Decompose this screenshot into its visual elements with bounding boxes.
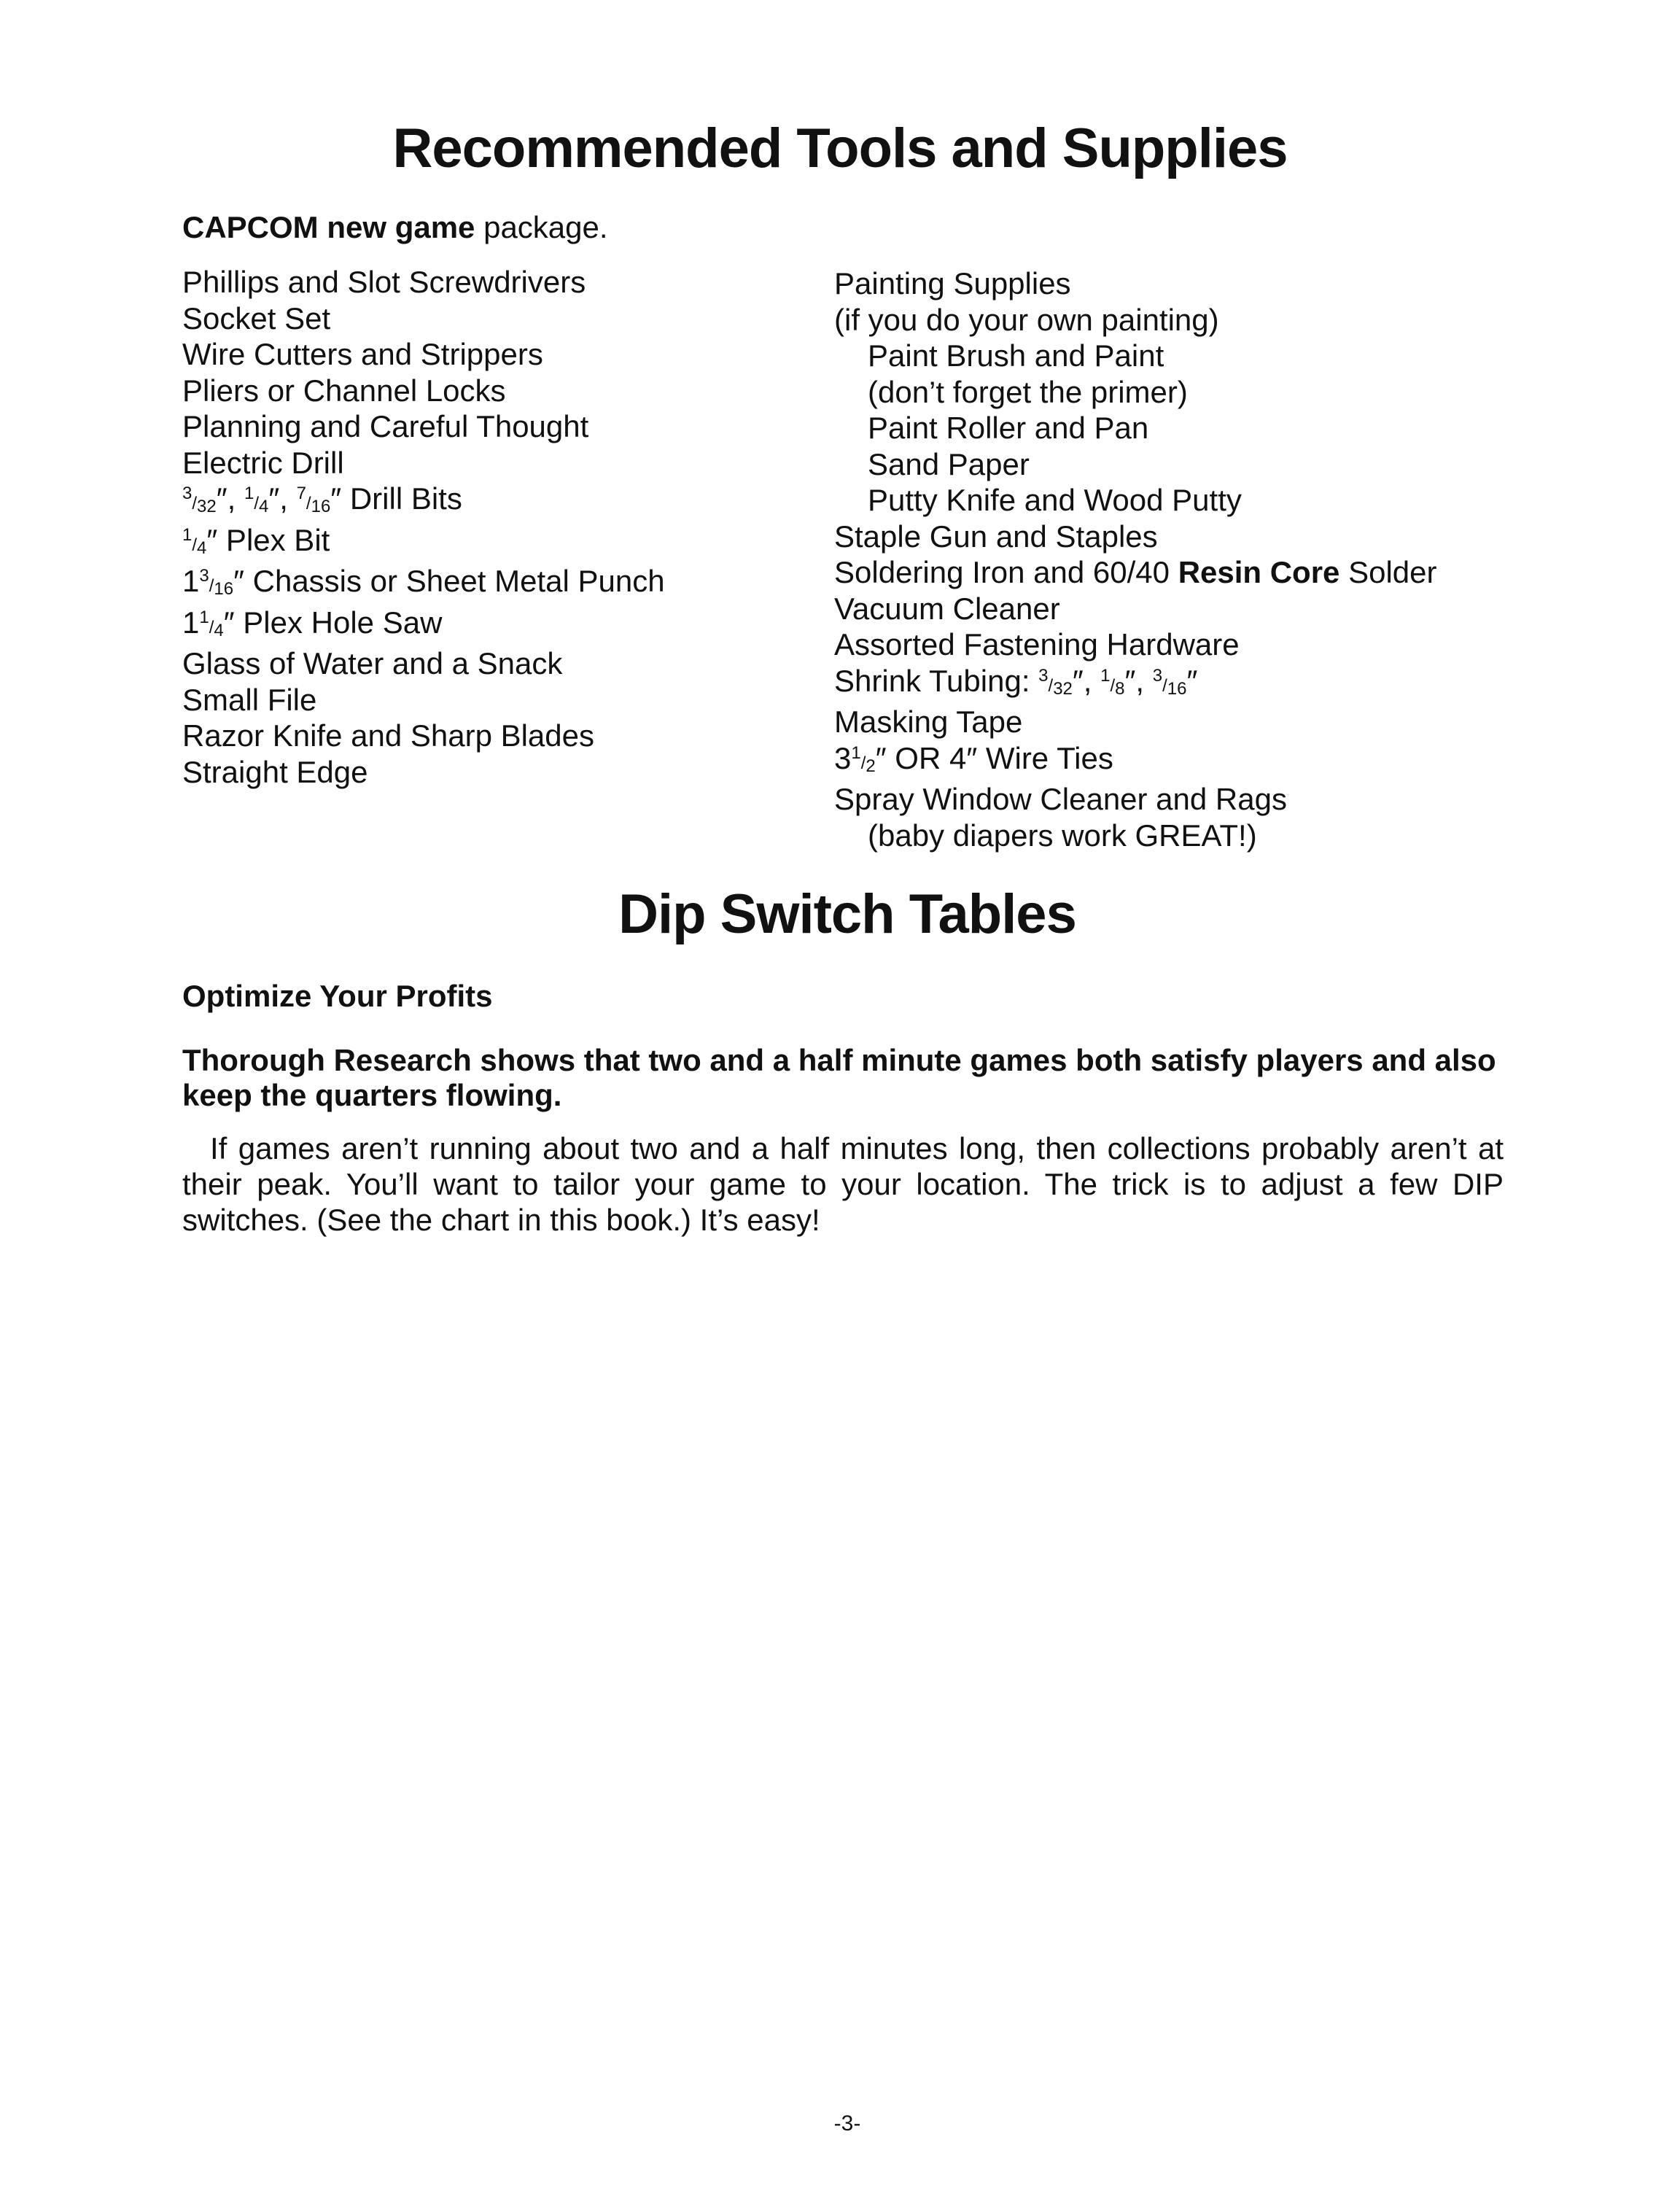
list-item: (if you do your own painting) xyxy=(834,302,1219,337)
package-line xyxy=(182,210,608,245)
list-item: Razor Knife and Sharp Blades xyxy=(182,718,595,753)
whole-number: 1 xyxy=(182,605,200,640)
list-item: Paint Brush and Paint xyxy=(868,338,1164,373)
fraction-numerator: 3 xyxy=(1038,665,1049,686)
list-item-text: Solder xyxy=(1339,555,1437,589)
package-brand: CAPCOM xyxy=(182,210,319,244)
list-item: Shrink Tubing: 3/32″, 1/8″, 3/16″ xyxy=(834,663,1198,699)
section-title: Dip Switch Tables xyxy=(618,883,1076,945)
list-item xyxy=(834,554,1437,591)
fraction-numerator: 7 xyxy=(296,484,306,503)
fraction: 1/2 xyxy=(851,742,876,776)
fraction-denominator: 32 xyxy=(197,497,217,516)
list-item-text: ″ xyxy=(1186,663,1198,698)
list-item: Pliers or Channel Locks xyxy=(182,373,506,408)
fraction-denominator: 4 xyxy=(258,497,269,516)
whole-number: 1 xyxy=(182,564,200,598)
list-item-text: ″ Plex Hole Saw xyxy=(223,605,443,640)
body-paragraph: If games aren’t running about two and a half minutes long, then collections probably aren’t at their peak. You’ll want to tailor your game to your location. The trick is to adjust a few DIP switches. (See the chart in this book.) It’s easy! xyxy=(182,1131,1504,1237)
list-item xyxy=(182,605,665,646)
list-item: Paint Roller and Pan xyxy=(868,411,1149,445)
fraction: 1/4 xyxy=(182,524,207,558)
list-item: Straight Edge xyxy=(182,754,368,789)
list-item: Glass of Water and a Snack xyxy=(182,646,563,680)
list-item-text: ″ Plex Bit xyxy=(206,522,330,557)
list-item xyxy=(182,563,665,605)
fraction: 3/32 xyxy=(182,484,217,516)
list-item: Phillips and Slot Screwdrivers xyxy=(182,265,586,299)
section-subheading: Optimize Your Profits xyxy=(182,979,493,1013)
list-item-text: Shrink Tubing: xyxy=(834,663,1039,698)
tools-list-left xyxy=(182,264,665,790)
list-item: Small File xyxy=(182,682,317,717)
list-item xyxy=(834,740,1437,782)
fraction-numerator: 1 xyxy=(1100,665,1111,686)
list-item: Sand Paper xyxy=(868,446,1030,481)
list-item-text: ″ Drill Bits xyxy=(330,481,462,516)
fraction-numerator: 3 xyxy=(199,566,209,586)
fraction-denominator: 8 xyxy=(1115,678,1125,699)
list-item: (don’t forget the primer) xyxy=(868,374,1188,409)
fraction: 1/4 xyxy=(244,484,269,516)
fraction-numerator: 1 xyxy=(244,484,254,503)
fraction-numerator: 3 xyxy=(1152,665,1163,686)
fraction-denominator: 16 xyxy=(311,497,331,516)
list-item: Painting Supplies xyxy=(834,266,1071,300)
page-number: -3- xyxy=(833,2111,861,2135)
fraction-denominator: 32 xyxy=(1053,678,1073,699)
list-item: Socket Set xyxy=(182,300,331,335)
list-item: Electric Drill xyxy=(182,445,344,480)
list-item-text: ″ Chassis or Sheet Metal Punch xyxy=(233,564,665,598)
page-title: Recommended Tools and Supplies xyxy=(392,117,1288,179)
list-item: Putty Knife and Wood Putty xyxy=(868,483,1242,517)
tools-list-right xyxy=(834,265,1437,853)
fraction-denominator: 16 xyxy=(1167,678,1187,699)
lead-paragraph: Thorough Research shows that two and a half minute games both satisfy players and also keep the quarters flowing. xyxy=(182,1043,1496,1112)
list-item: Masking Tape xyxy=(834,705,1023,739)
fraction-denominator: 16 xyxy=(214,579,234,599)
fraction: 3/16 xyxy=(199,566,234,599)
package-rest: package. xyxy=(475,210,608,244)
fraction: 1/4 xyxy=(199,607,224,640)
package-bold-phrase: new game xyxy=(327,210,475,244)
list-item xyxy=(182,522,665,564)
list-item: Vacuum Cleaner xyxy=(834,591,1060,626)
list-item-bold-text: Resin Core xyxy=(1178,555,1340,589)
fraction: 3/16 xyxy=(1152,665,1187,699)
fraction: 7/16 xyxy=(296,484,331,516)
list-item: Wire Cutters and Strippers xyxy=(182,337,543,371)
list-item: Staple Gun and Staples xyxy=(834,519,1158,554)
list-item: Assorted Fastening Hardware xyxy=(834,627,1240,662)
fraction-denominator: 4 xyxy=(214,620,224,640)
whole-number: 3 xyxy=(834,740,852,775)
fraction: 3/32 xyxy=(1038,665,1073,699)
fraction-numerator: 1 xyxy=(199,607,209,627)
list-item: Spray Window Cleaner and Rags xyxy=(834,782,1287,816)
fraction-numerator: 1 xyxy=(851,742,861,763)
fraction-denominator: 4 xyxy=(197,538,207,558)
list-item-text: ″ OR 4″ Wire Ties xyxy=(875,740,1113,775)
list-item: 3/32″, 1/4″, 7/16″ Drill Bits xyxy=(182,481,462,516)
list-item-text: Soldering Iron and 60/40 xyxy=(834,555,1178,589)
fraction: 1/8 xyxy=(1100,665,1125,699)
fraction-numerator: 1 xyxy=(182,524,192,545)
list-item: (baby diapers work GREAT!) xyxy=(868,818,1257,853)
fraction-numerator: 3 xyxy=(182,484,192,503)
fraction-denominator: 2 xyxy=(866,756,876,776)
list-item: Planning and Careful Thought xyxy=(182,409,589,443)
